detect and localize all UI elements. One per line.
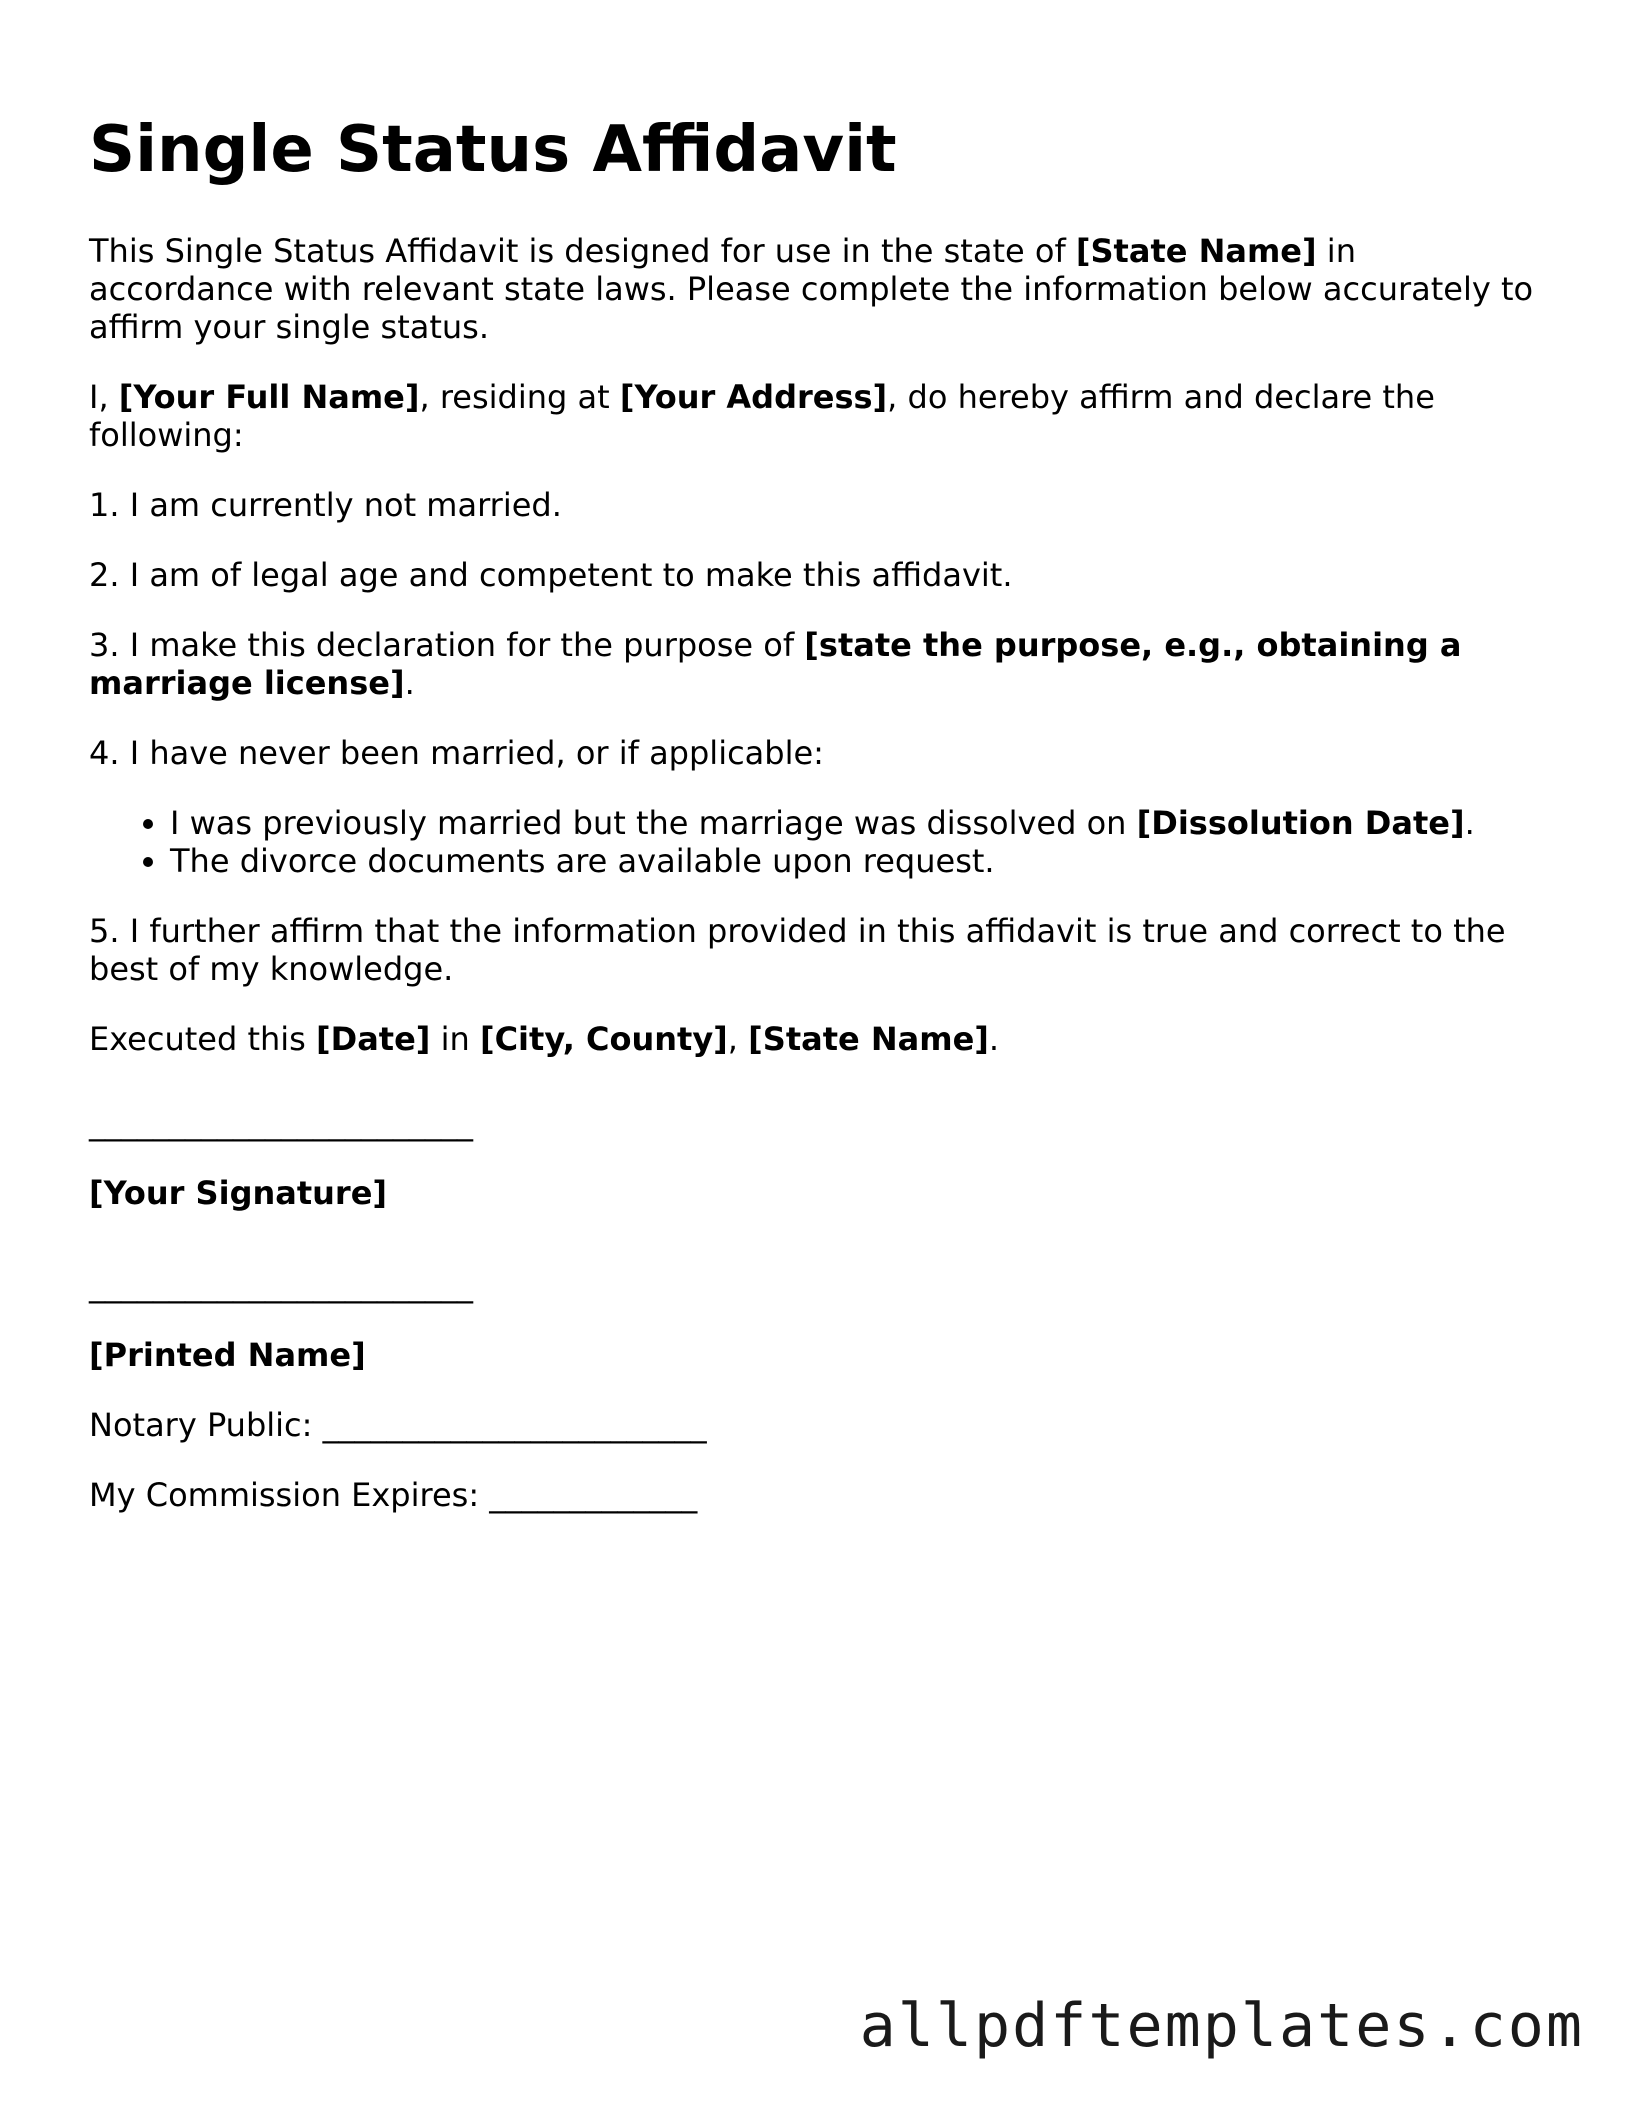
statement-3: 3. I make this declaration for the purpose of [state the purpose, e.g., obtaining a marriage license].	[89, 626, 1462, 702]
signature-line: ________________________	[89, 1104, 473, 1142]
execution-state-placeholder: [State Name]	[748, 1020, 989, 1058]
date-placeholder: [Date]	[316, 1020, 431, 1058]
execution-paragraph: Executed this [Date] in [City, County], [State Name].	[89, 1020, 1000, 1058]
printed-name-line: ________________________	[89, 1266, 473, 1304]
statement-5: 5. I further affirm that the information provided in this affidavit is true and correct to the best of my knowledge.	[89, 912, 1506, 988]
dissolution-date-placeholder: [Dissolution Date]	[1136, 804, 1465, 842]
purpose-placeholder: [state the purpose, e.g., obtaining a marriage license]	[89, 626, 1462, 702]
address-placeholder: [Your Address]	[619, 378, 888, 416]
document-page	[89, 110, 1549, 1546]
commission-expires-field: My Commission Expires: _____________	[89, 1476, 698, 1514]
list-item: • The divorce documents are available upon request.	[170, 842, 1549, 880]
statement-1: 1. I am currently not married.	[89, 486, 562, 524]
site-watermark: allpdftemplates.com	[859, 1991, 1584, 2061]
intro-paragraph: This Single Status Affidavit is designed for use in the state of [State Name] in accordance with relevant state laws. Please complete the information below accurately to affirm your single status.	[89, 232, 1534, 346]
full-name-placeholder: [Your Full Name]	[118, 378, 420, 416]
signature-label: [Your Signature]	[89, 1174, 388, 1212]
printed-name-label: [Printed Name]	[89, 1336, 366, 1374]
document-title: Single Status Affidavit	[89, 113, 897, 187]
notary-public-field: Notary Public: ________________________	[89, 1406, 707, 1444]
statement-4: 4. I have never been married, or if applicable:	[89, 734, 824, 772]
list-item: • I was previously married but the marriage was dissolved on [Dissolution Date].	[170, 804, 1549, 842]
statement-4-bullets	[89, 804, 1549, 880]
state-name-placeholder: [State Name]	[1075, 232, 1317, 270]
statement-2: 2. I am of legal age and competent to make this affidavit.	[89, 556, 1013, 594]
declaration-paragraph: I, [Your Full Name], residing at [Your Address], do hereby affirm and declare the following:	[89, 378, 1435, 454]
city-county-placeholder: [City, County]	[479, 1020, 728, 1058]
